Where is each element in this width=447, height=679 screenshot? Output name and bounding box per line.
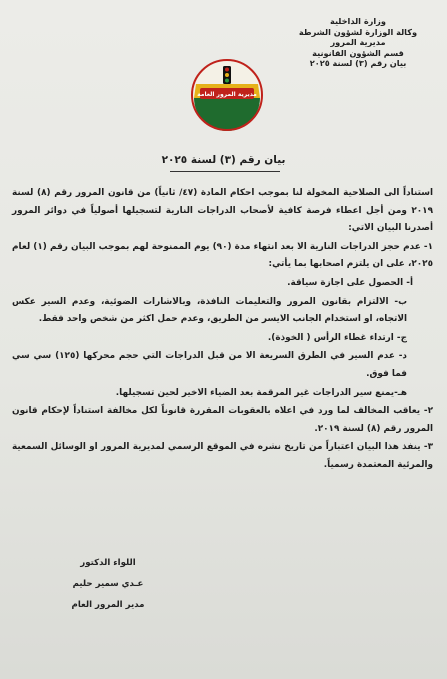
ministry-line: وزارة الداخلية: [330, 16, 386, 26]
item-3: ٣- ينفذ هذا البيان اعتباراً من تاريخ نشره في الموقع الرسمي لمديرية المرور او الوسائل السمعية والمرئية المعتمدة رسمياً.: [12, 442, 433, 470]
traffic-directorate-emblem-icon: [190, 58, 264, 132]
department-line: قسم الشؤون القانونية: [312, 47, 404, 58]
signature-block: [56, 553, 160, 616]
statement-number-line: بيان رقم (٣) لسنة ٢٠٢٥: [309, 58, 407, 69]
signature-rank: اللواء الدكتور: [80, 558, 136, 568]
statement-body: [12, 185, 433, 476]
item-1e: هـ-يمنع سير الدراجات غير المرقمة بعد الضياء الاخير لحين تسجيلها.: [115, 387, 407, 398]
item-1d: د- عدم السير في الطرق السريعة الا من قبل الدراجات التي حجم محركها (١٢٥) سي سي فما فوق.: [12, 351, 407, 379]
item-1b: ب- الالتزام بقانون المرور والتعليمات النافذة، وبالاشارات الضوئية، وعدم السير عكس الاتجاه، او استخدام الجانب الايسر من الطريق، وعدم حمل اكثر من شخص واحد فقط.: [12, 296, 407, 325]
item-2: ٢- يعاقب المخالف لما ورد في اعلاه بالعقوبات المقررة قانوناً لكل مخالفة استناداً لإحكام قانون المرور رقم (٨) لسنة ٢٠١٩.: [12, 406, 433, 434]
signature-position: مدير المرور العام: [71, 600, 145, 610]
agency-line: وكالة الوزارة لشؤون الشرطة: [298, 26, 418, 37]
page-title: بيان رقم (٣) لسنة ٢٠٢٥: [161, 154, 286, 166]
directorate-line: مديرية المرور: [330, 37, 386, 48]
item-1: ١- عدم حجز الدراجات النارية الا بعد انتهاء مدة (٩٠) يوم الممنوحة لهم بموجب البيان رقم (١) لعام ٢٠٢٥، على ان يلتزم اصحابها بما يأتي:: [12, 241, 433, 270]
emblem-text: مديرية المرور العامة: [197, 91, 257, 98]
letterhead: [283, 16, 433, 69]
intro-paragraph: استناداً الى الصلاحية المخولة لنا بموجب احكام المادة (٤٧/ ثانياً) من قانون المرور رقم (٨) لسنة ٢٠١٩ ومن أجل اعطاء فرصة كافية لأصحاب الدراجات النارية لتسجيلها أصولياً في دوائر المرور أصدرنا البيان الاتي:: [12, 188, 434, 234]
signature-name: عـدي سمير حليم: [72, 579, 144, 589]
item-1a: أ- الحصول على اجازة سياقة.: [287, 277, 413, 288]
title-underline: [170, 171, 280, 172]
item-1c: ج- ارتداء غطاء الرأس ( الخوذة).: [267, 332, 407, 343]
